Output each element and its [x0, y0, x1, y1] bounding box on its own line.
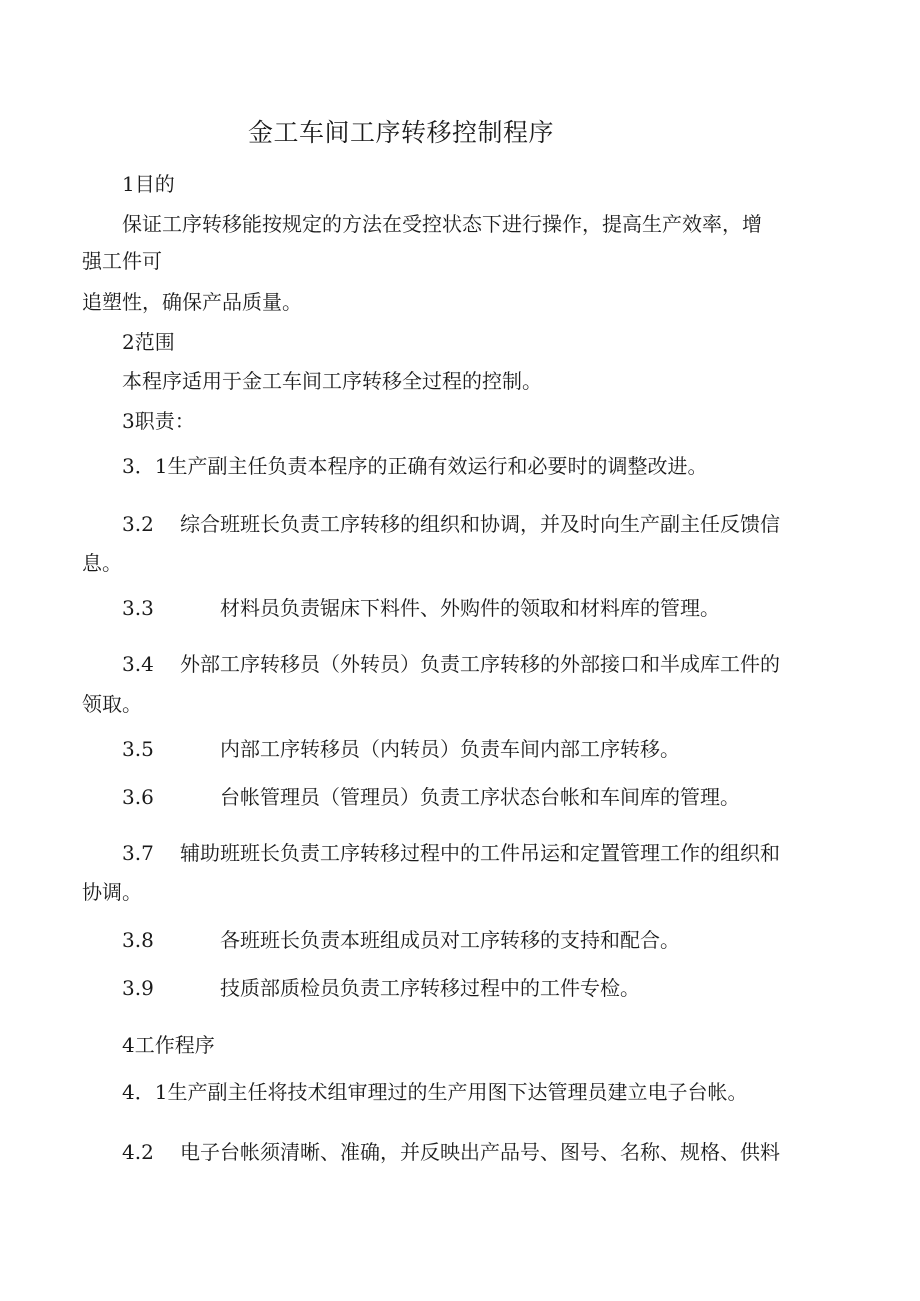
item-3-9-text: 技质部质检员负责工序转移过程中的工件专检。 — [220, 976, 640, 1000]
section-1-paragraph-line-1: 保证工序转移能按规定的方法在受控状态下进行操作，提高生产效率，增 — [122, 212, 762, 236]
item-3-6-text: 台帐管理员（管理员）负责工序状态台帐和车间库的管理。 — [220, 785, 740, 809]
item-4-2-number: 4.2 — [122, 1140, 154, 1164]
section-1-paragraph-line-2: 强工件可 — [82, 249, 162, 273]
item-4-1: 4．1生产副主任将技术组审理过的生产用图下达管理员建立电子台帐。 — [122, 1080, 748, 1104]
item-3-3-text: 材料员负责锯床下料件、外购件的领取和材料库的管理。 — [220, 596, 720, 620]
item-3-7-number: 3.7 — [122, 841, 154, 865]
section-1-paragraph-line-3: 追塑性，确保产品质量。 — [82, 290, 302, 314]
section-2-heading: 2范围 — [122, 330, 175, 354]
item-3-7-line-1: 辅助班班长负责工序转移过程中的工件吊运和定置管理工作的组织和 — [180, 841, 780, 865]
item-4-2-line-1: 电子台帐须清晰、准确，并反映出产品号、图号、名称、规格、供料 — [180, 1140, 780, 1164]
item-3-7-line-2: 协调。 — [82, 880, 142, 904]
item-3-5-number: 3.5 — [122, 737, 154, 761]
item-3-6-number: 3.6 — [122, 785, 154, 809]
section-1-heading: 1目的 — [122, 172, 175, 196]
item-3-8-text: 各班班长负责本班组成员对工序转移的支持和配合。 — [220, 928, 680, 952]
item-3-9-number: 3.9 — [122, 976, 154, 1000]
item-3-4-line-1: 外部工序转移员（外转员）负责工序转移的外部接口和半成库工件的 — [180, 652, 780, 676]
item-3-2-line-2: 息。 — [82, 551, 122, 575]
item-3-4-line-2: 领取。 — [82, 692, 142, 716]
item-3-1: 3．1生产副主任负责本程序的正确有效运行和必要时的调整改进。 — [122, 454, 708, 478]
item-3-5-text: 内部工序转移员（内转员）负责车间内部工序转移。 — [220, 737, 680, 761]
section-3-heading: 3职责： — [122, 409, 195, 433]
item-3-2-number: 3.2 — [122, 512, 154, 536]
item-3-8-number: 3.8 — [122, 928, 154, 952]
item-3-4-number: 3.4 — [122, 652, 154, 676]
page-title: 金工车间工序转移控制程序 — [248, 118, 555, 147]
section-4-heading: 4工作程序 — [122, 1033, 215, 1057]
item-3-3-number: 3.3 — [122, 596, 154, 620]
item-3-2-line-1: 综合班班长负责工序转移的组织和协调，并及时向生产副主任反馈信 — [180, 512, 780, 536]
section-2-paragraph: 本程序适用于金工车间工序转移全过程的控制。 — [122, 369, 542, 393]
